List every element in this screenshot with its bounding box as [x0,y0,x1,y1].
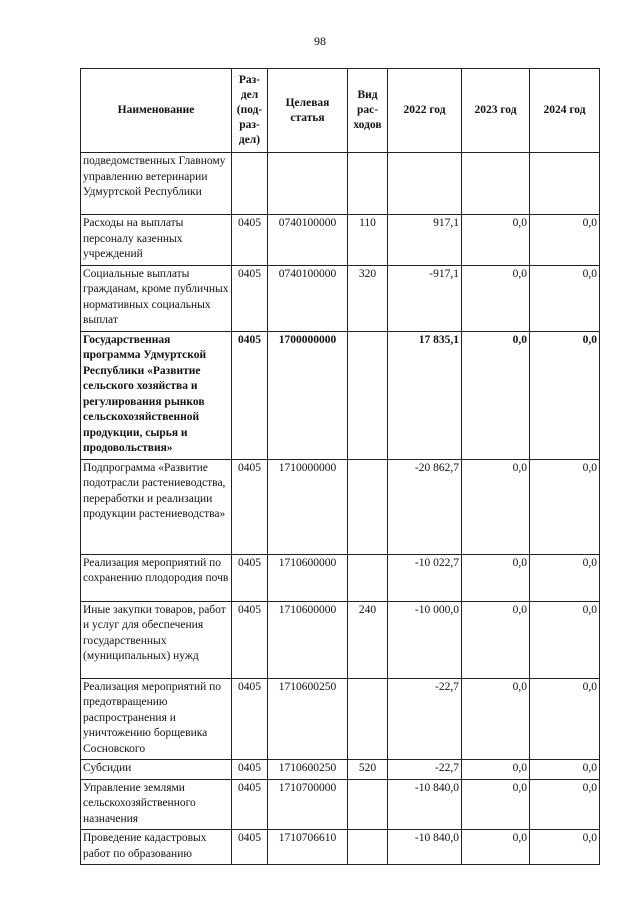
header-2024: 2024 год [530,69,600,153]
cell-section: 0405 [232,830,268,865]
cell-target-article: 0740100000 [268,265,348,331]
cell-2024: 0,0 [530,215,600,266]
cell-2024: 0,0 [530,331,600,459]
cell-expense-type [348,331,388,459]
cell-target-article: 1710600000 [268,601,348,678]
cell-2024 [530,153,600,215]
cell-section: 0405 [232,678,268,760]
cell-target-article: 0740100000 [268,215,348,266]
table-row [81,554,600,601]
cell-2022: -22,7 [388,760,462,780]
table-row [81,779,600,830]
header-name: Наименование [81,69,232,153]
cell-name: Социальные выплаты гражданам, кроме публичных нормативных социальных выплат [81,265,232,331]
cell-target-article: 1700000000 [268,331,348,459]
cell-target-article: 1710000000 [268,459,348,554]
cell-2024: 0,0 [530,779,600,830]
cell-expense-type [348,830,388,865]
cell-2022: -10 840,0 [388,779,462,830]
cell-section: 0405 [232,331,268,459]
cell-2023: 0,0 [462,830,530,865]
cell-target-article: 1710600250 [268,678,348,760]
header-row [81,69,600,153]
cell-name: Проведение кадастровых работ по образованию [81,830,232,865]
cell-target-article: 1710700000 [268,779,348,830]
cell-2023: 0,0 [462,678,530,760]
table-row [81,459,600,554]
cell-target-article [268,153,348,215]
budget-table [80,68,600,865]
page-number: 98 [314,34,326,48]
cell-section: 0405 [232,265,268,331]
cell-section: 0405 [232,779,268,830]
cell-2022: -10 840,0 [388,830,462,865]
cell-name: Подпрограмма «Развитие подотрасли растениеводства, переработки и реализации продукции растениеводства» [81,459,232,554]
cell-expense-type: 110 [348,215,388,266]
cell-name: Управление землями сельскохозяйственного назначения [81,779,232,830]
cell-2022: -10 022,7 [388,554,462,601]
cell-name: Реализация мероприятий по предотвращению распространения и уничтожению борщевика Сосновского [81,678,232,760]
cell-name: подведомственных Главному управлению ветеринарии Удмуртской Республики [81,153,232,215]
cell-expense-type [348,153,388,215]
table-row [81,601,600,678]
cell-target-article: 1710600250 [268,760,348,780]
header-expense: Вид рас-ходов [348,69,388,153]
cell-2024: 0,0 [530,554,600,601]
cell-2024: 0,0 [530,678,600,760]
table-row [81,265,600,331]
cell-section: 0405 [232,554,268,601]
table-row [81,678,600,760]
cell-2022: 17 835,1 [388,331,462,459]
cell-section: 0405 [232,601,268,678]
cell-2022: -10 000,0 [388,601,462,678]
cell-2023: 0,0 [462,601,530,678]
cell-expense-type: 320 [348,265,388,331]
cell-2022: -22,7 [388,678,462,760]
header-2023: 2023 год [462,69,530,153]
cell-section: 0405 [232,760,268,780]
cell-name: Реализация мероприятий по сохранению плодородия почв [81,554,232,601]
cell-name: Государственная программа Удмуртской Республики «Развитие сельского хозяйства и регулирования рынков сельскохозяйственной продукции, сырья и продовольствия» [81,331,232,459]
cell-2023: 0,0 [462,760,530,780]
cell-2023: 0,0 [462,331,530,459]
cell-2024: 0,0 [530,459,600,554]
cell-expense-type [348,554,388,601]
cell-expense-type: 520 [348,760,388,780]
cell-name: Иные закупки товаров, работ и услуг для обеспечения государственных (муниципальных) нужд [81,601,232,678]
cell-name: Расходы на выплаты персоналу казенных учреждений [81,215,232,266]
table-row [81,331,600,459]
cell-section [232,153,268,215]
cell-2023 [462,153,530,215]
cell-2024: 0,0 [530,760,600,780]
cell-target-article: 1710706610 [268,830,348,865]
cell-2023: 0,0 [462,265,530,331]
cell-section: 0405 [232,215,268,266]
cell-2023: 0,0 [462,215,530,266]
cell-2023: 0,0 [462,554,530,601]
table-row [81,153,600,215]
cell-2024: 0,0 [530,830,600,865]
header-2022: 2022 год [388,69,462,153]
cell-2023: 0,0 [462,459,530,554]
cell-2023: 0,0 [462,779,530,830]
cell-2022 [388,153,462,215]
header-target: Целевая статья [268,69,348,153]
cell-2022: 917,1 [388,215,462,266]
header-section: Раз-дел (под-раз-дел) [232,69,268,153]
cell-expense-type: 240 [348,601,388,678]
cell-section: 0405 [232,459,268,554]
cell-target-article: 1710600000 [268,554,348,601]
cell-2022: -20 862,7 [388,459,462,554]
cell-2024: 0,0 [530,601,600,678]
cell-2022: -917,1 [388,265,462,331]
cell-expense-type [348,779,388,830]
cell-expense-type [348,678,388,760]
table-row [81,760,600,780]
cell-name: Субсидии [81,760,232,780]
table-row [81,215,600,266]
table-row [81,830,600,865]
cell-2024: 0,0 [530,265,600,331]
cell-expense-type [348,459,388,554]
